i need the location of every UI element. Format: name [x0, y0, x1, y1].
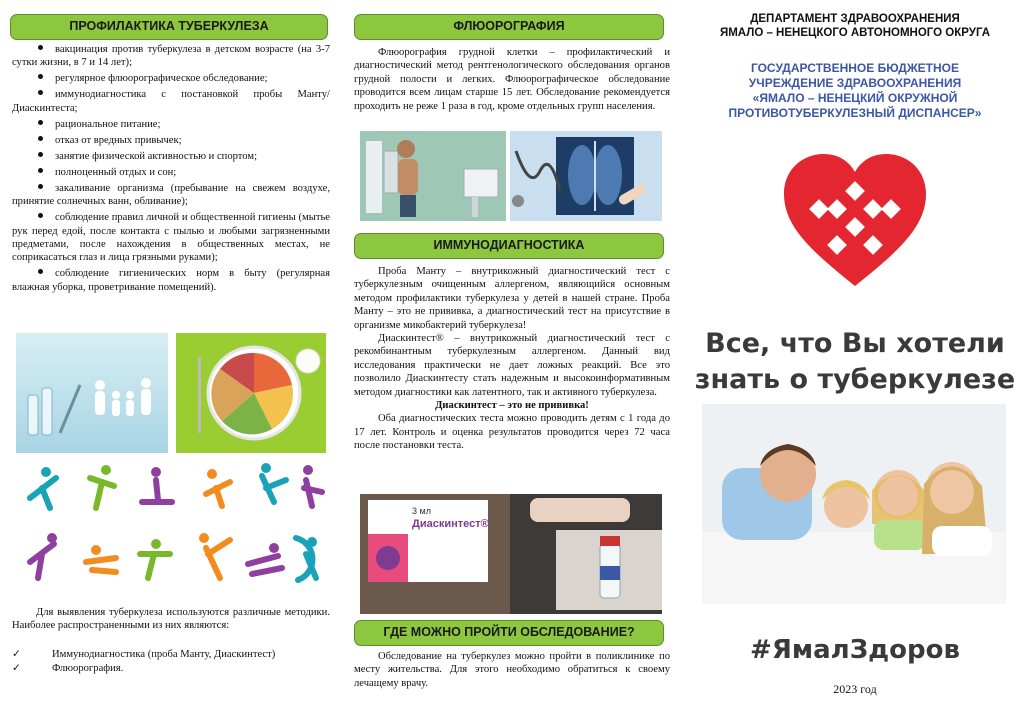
list-item: иммунодиагностика с постановкой пробы Манту/Диаскинтеста;: [12, 89, 330, 114]
middle-column: [352, 0, 672, 724]
bullet-icon: [38, 74, 43, 79]
bullet-icon: [38, 269, 43, 274]
list-item: ✓ Флюорография.: [12, 663, 124, 674]
right-column: [694, 0, 1016, 724]
immuno-text: [354, 265, 670, 453]
slogan-line: знать о туберкулезе: [694, 364, 1016, 395]
organization-line: УЧРЕЖДЕНИЕ ЗДРАВООХРАНЕНИЯ: [748, 76, 962, 90]
bullet-icon: [38, 152, 43, 157]
bullet-icon: [38, 120, 43, 125]
where-text: Обследование на туберкулез можно пройти в поликлинике по месту жительства. Для этого необходимо обратиться к своему лечащему врачу.: [354, 651, 670, 689]
box-brand-label: Диаскинтест®: [412, 518, 489, 530]
diaskintest-paragraph: Диаскинтест® – внутрикожный диагностический тест с рекомбинантным туберкулезным аллергеном. Данный вид исследования практически не дает ложных реакций. Все это позволило Диаскинтесту стать надежным и высокоинформативным методом диагностики как латентного, так и активного туберкулеза.: [354, 333, 670, 398]
diaskintest-photo: [360, 494, 662, 614]
family-photo: [702, 404, 1006, 604]
fluoro-text: Флюорография грудной клетки – профилактический и диагностический метод рентгенологического обследования органов грудной полости и легких. Флюорографическое обследование проводится всем лицам старше 15 лет. Обследование рекомендуется проходить не реже 1 раза в год, кроме отдельных групп населения.: [354, 47, 670, 112]
methods-list: [12, 648, 332, 676]
healthy-food-image: [176, 333, 326, 453]
slogan-line: Все, что Вы хотели: [705, 328, 1005, 359]
year-label: 2023 год: [833, 682, 877, 696]
department-block: [694, 12, 1016, 40]
hashtag: #ЯмалЗдоров: [750, 635, 960, 665]
department-line: ДЕПАРТАМЕНТ ЗДРАВООХРАНЕНИЯ: [750, 13, 960, 25]
bullet-icon: [38, 168, 43, 173]
list-item: регулярное флюорографическое обследование;: [12, 72, 330, 85]
fluoro-heading: ФЛЮОРОГРАФИЯ: [354, 14, 664, 40]
organization-line: «ЯМАЛО – НЕНЕЦКИЙ ОКРУЖНОЙ: [752, 91, 958, 105]
prevention-heading: ПРОФИЛАКТИКА ТУБЕРКУЛЕЗА: [10, 14, 328, 40]
department-line: ЯМАЛО – НЕНЕЦКОГО АВТОНОМНОГО ОКРУГА: [719, 27, 991, 39]
bullet-icon: [38, 136, 43, 141]
immuno-heading: ИММУНОДИАГНОСТИКА: [354, 233, 664, 259]
left-column: [10, 0, 336, 724]
prevention-list: [12, 43, 330, 297]
box-size-label: 3 мл: [412, 506, 431, 516]
check-icon: ✓: [12, 649, 21, 660]
organization-block: [694, 61, 1016, 121]
methods-intro: Для выявления туберкулеза используются различные методики. Наиболее распространенными из них являются:: [12, 607, 330, 632]
list-item: закаливание организма (пребывание на свежем воздухе, принятие солнечных ванн, обливание);: [12, 182, 330, 208]
check-icon: ✓: [12, 663, 21, 674]
mantoux-paragraph: Проба Манту – внутрикожный диагностический тест с туберкулезным очищенным аллергеном, являющийся основным методом профилактики туберкулеза у детей в нашей стране. Проба Манту – это не прививка, а диагностический тест на присутствие в организме микобактерий туберкулеза!: [354, 266, 670, 331]
xray-scan-image: [510, 131, 662, 221]
list-item: соблюдение правил личной и общественной гигиены (мытье рук перед едой, после контакта с пылью и любыми загрязненными предметами, после нахождения в общественных местах, не соприкасаться глаз и лица грязными руками);: [12, 212, 330, 264]
age-paragraph: Оба диагностических теста можно проводить детям с 1 года до 17 лет. Контроль и оценка результатов проводится через 72 часа после постановки теста.: [354, 413, 670, 452]
organization-line: ПРОТИВОТУБЕРКУЛЕЗНЫЙ ДИСПАНСЕР»: [728, 106, 982, 120]
bullet-icon: [38, 213, 43, 218]
list-item: ✓ Иммунодиагностика (проба Манту, Диаскинтест): [12, 649, 276, 660]
list-item: занятие физической активностью и спортом;: [12, 150, 330, 163]
list-item: соблюдение гигиенических норм в быту (регулярная влажная уборка, проветривание помещений).: [12, 268, 330, 293]
bullet-icon: [38, 90, 43, 95]
not-vaccine-note: Диаскинтест – это не прививка!: [435, 400, 589, 412]
organization-line: ГОСУДАРСТВЕННОЕ БЮДЖЕТНОЕ: [750, 61, 960, 75]
heart-logo-icon: [780, 150, 930, 290]
sports-icons-image: [16, 458, 332, 590]
bullet-icon: [38, 184, 43, 189]
xray-machine-image: [360, 131, 506, 221]
vaccine-family-image: [16, 333, 168, 453]
where-heading: ГДЕ МОЖНО ПРОЙТИ ОБСЛЕДОВАНИЕ?: [354, 620, 664, 646]
list-item: полноценный отдых и сон;: [12, 166, 330, 179]
list-item: отказ от вредных привычек;: [12, 134, 330, 147]
slogan: [694, 326, 1016, 398]
bullet-icon: [38, 45, 43, 50]
list-item: рациональное питание;: [12, 118, 330, 131]
vial-image: [556, 530, 662, 610]
list-item: вакцинация против туберкулеза в детском возрасте (на 3-7 сутки жизни, в 7 и 14 лет);: [12, 44, 330, 69]
